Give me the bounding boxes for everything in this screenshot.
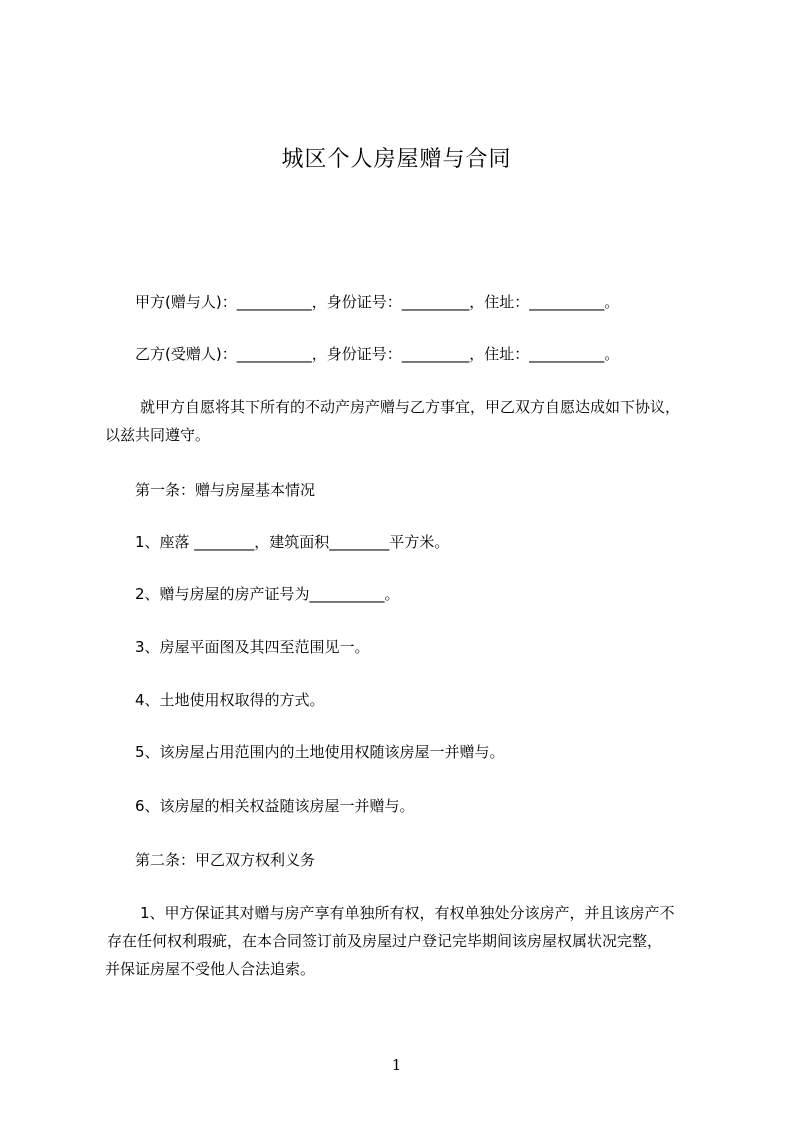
article-1-item: 4、土地使用权取得的方式。	[135, 691, 325, 709]
page-number: 1	[391, 1056, 402, 1074]
document-title: 城区个人房屋赠与合同	[281, 147, 512, 172]
article-1-item: 3、房屋平面图及其四至范围见一。	[135, 638, 370, 656]
article-2-para-1-line-3: 并保证房屋不受他人合法追索。	[105, 960, 316, 978]
article-1-item: 1、座落 ________，建筑面积________平方米。	[135, 533, 450, 551]
article-1-item: 5、该房屋占用范围内的土地使用权随该房屋一并赠与。	[135, 743, 505, 761]
article-2-heading: 第二条：甲乙双方权利义务	[135, 851, 316, 869]
article-1-item: 6、该房屋的相关权益随该房屋一并赠与。	[135, 797, 415, 815]
article-2-para-1-line-2: 存在任何权利瑕疵，在本合同签订前及房屋过户登记完毕期间该房屋权属状况完整，	[107, 932, 663, 950]
article-1-heading: 第一条：赠与房屋基本情况	[135, 481, 316, 499]
party-a-line: 甲方(赠与人)：__________，身份证号：_________，住址：__________。	[135, 293, 620, 311]
party-b-line: 乙方(受赠人)：__________，身份证号：_________，住址：__________。	[135, 345, 620, 363]
article-1-item: 2、赠与房屋的房产证号为__________。	[135, 585, 400, 603]
intro-line-2: 以兹共同遵守。	[105, 426, 211, 444]
intro-line-1: 就甲方自愿将其下所有的不动产房产赠与乙方事宜，甲乙双方自愿达成如下协议，	[140, 398, 681, 416]
article-2-para-1-line-1: 1、甲方保证其对赠与房产享有单独所有权，有权单独处分该房产，并且该房产不	[140, 904, 675, 922]
